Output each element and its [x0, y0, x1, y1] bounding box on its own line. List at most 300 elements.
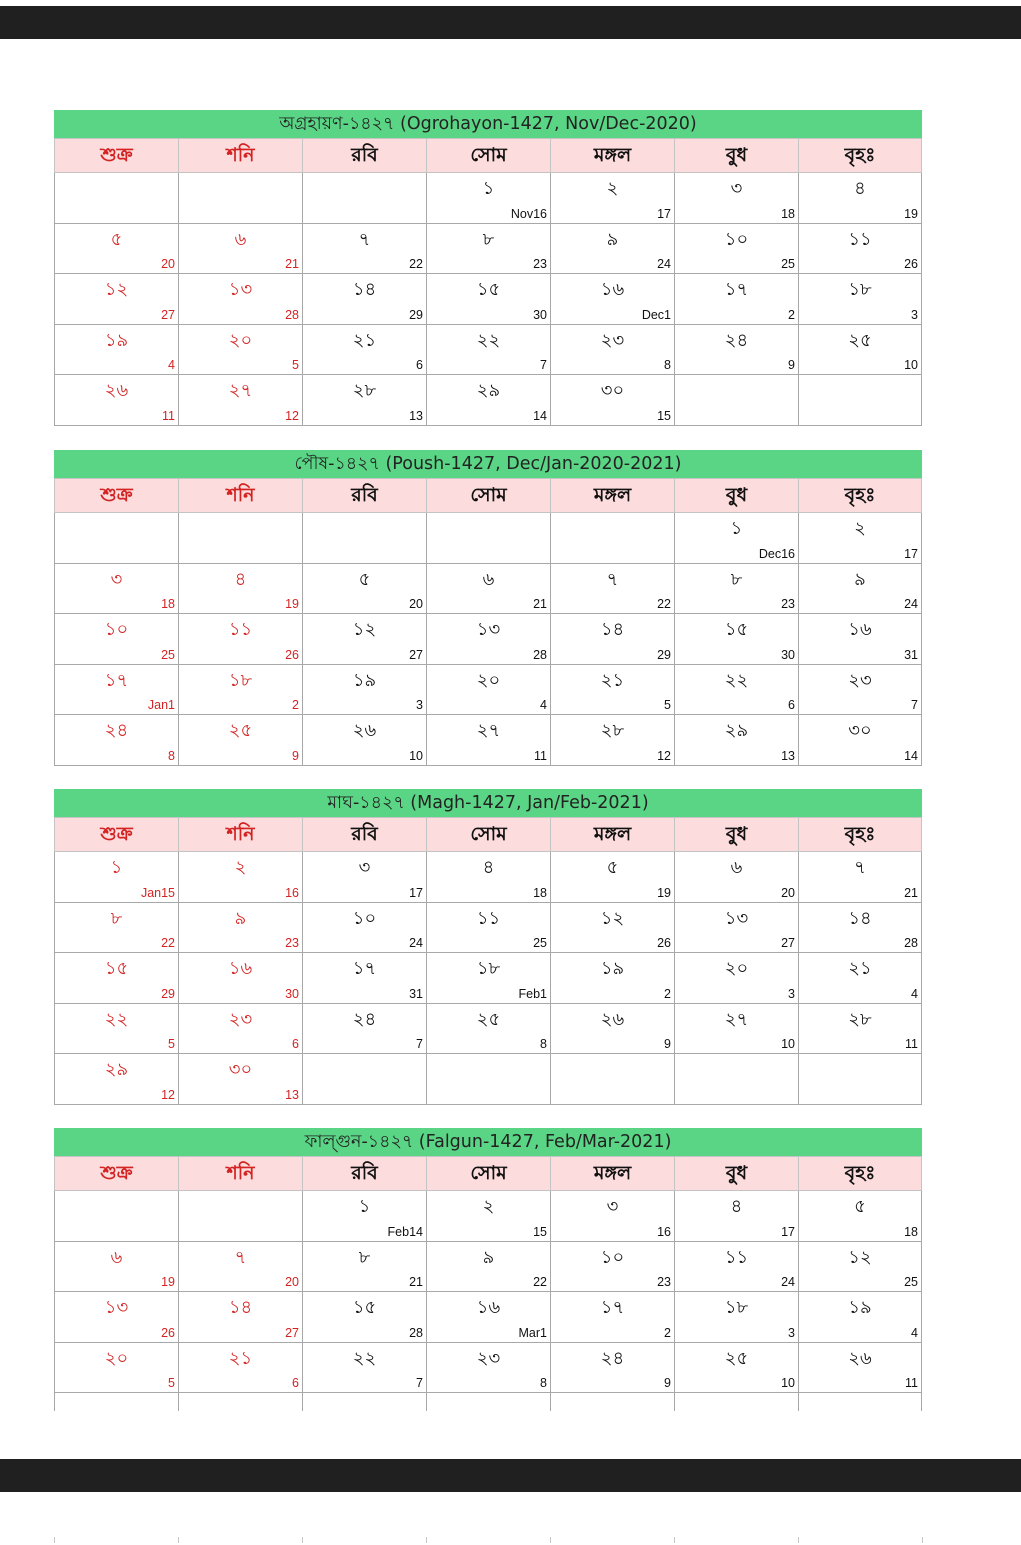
english-date: 14: [904, 748, 918, 763]
bangla-date: ১৯: [352, 669, 377, 691]
weekday-header: শুক্র: [54, 817, 178, 852]
english-date: Dec16: [758, 546, 795, 561]
bangla-date: ১৫: [476, 279, 501, 300]
bangla-date: ২: [234, 857, 247, 878]
bangla-date: ৯: [482, 1246, 495, 1268]
week-row: [54, 953, 922, 1004]
day-cell: [426, 375, 550, 426]
english-date: 29: [161, 986, 175, 1001]
bangla-date: ২০: [104, 1347, 129, 1369]
bangla-date: ২৩: [848, 669, 872, 691]
bangla-date: ১১: [848, 228, 872, 250]
english-date: 31: [904, 647, 918, 662]
english-date: 11: [162, 408, 175, 423]
english-date: 7: [540, 358, 547, 372]
day-cell: [426, 953, 550, 1004]
english-date: 15: [657, 408, 671, 423]
bangla-date: ৩০: [600, 380, 625, 401]
bangla-date: ১৮: [848, 279, 872, 300]
weekday-header: শুক্র: [54, 478, 178, 513]
day-cell: [54, 1004, 178, 1055]
english-date: 5: [168, 1037, 175, 1051]
empty-day-cell: [302, 173, 426, 224]
bangla-date: ২৮: [352, 380, 377, 401]
empty-day-cell: [674, 1054, 798, 1105]
english-date: 30: [781, 647, 795, 662]
english-date: 11: [905, 1376, 918, 1390]
day-cell: [54, 614, 178, 665]
english-date: 29: [657, 647, 671, 662]
weekday-header: রবি: [302, 478, 426, 513]
day-cell: [426, 665, 550, 716]
day-cell: [54, 1343, 178, 1394]
english-date: 31: [409, 986, 423, 1001]
empty-day-cell: [302, 1393, 426, 1411]
bangla-date: ২২: [476, 329, 501, 351]
day-cell: [54, 1292, 178, 1343]
english-date: 12: [161, 1087, 175, 1102]
weekday-header: সোম: [426, 138, 550, 173]
english-date: 3: [416, 698, 423, 712]
english-date: 8: [664, 358, 671, 372]
english-date: 3: [788, 986, 795, 1001]
bangla-date: ১৪: [600, 619, 625, 640]
bangla-date: ১৩: [724, 907, 749, 929]
english-date: 4: [168, 358, 175, 372]
day-cell: [674, 852, 798, 903]
month-title: মাঘ-১৪২৭ (Magh-1427, Jan/Feb-2021): [54, 789, 922, 817]
day-cell: [426, 1191, 550, 1242]
english-date: 20: [285, 1275, 299, 1289]
english-date: 2: [664, 1325, 671, 1340]
bangla-date: ৩০: [848, 720, 872, 741]
day-cell: [178, 564, 302, 615]
grid-tick: [426, 1537, 427, 1543]
bangla-date: ২১: [600, 669, 625, 691]
grid-tick: [922, 1537, 923, 1543]
english-date: 25: [161, 647, 175, 662]
bangla-date: ২৮: [848, 1008, 872, 1030]
empty-day-cell: [674, 375, 798, 426]
english-date: 2: [788, 307, 795, 322]
week-row: [54, 1343, 922, 1394]
bangla-date: ১০: [600, 1246, 625, 1268]
english-date: 8: [168, 748, 175, 763]
english-date: 14: [533, 408, 547, 423]
day-cell: [550, 852, 674, 903]
english-date: 3: [788, 1325, 795, 1340]
english-date: 20: [161, 257, 175, 271]
day-cell: [178, 614, 302, 665]
bangla-date: ২৪: [600, 1347, 625, 1369]
bangla-date: ২: [482, 1196, 495, 1217]
weekday-header: মঙ্গল: [550, 478, 674, 513]
english-date: 21: [285, 257, 299, 271]
weekday-header: বৃহঃ: [798, 478, 922, 513]
day-cell: [550, 1292, 674, 1343]
empty-day-cell: [178, 1393, 302, 1411]
day-cell: [798, 173, 922, 224]
week-row: [54, 715, 922, 766]
english-date: 22: [657, 597, 671, 611]
bangla-date: ১৪: [352, 279, 377, 300]
english-date: 4: [540, 698, 547, 712]
day-cell: [550, 614, 674, 665]
bangla-date: ১৭: [724, 279, 749, 300]
month-calendar: [54, 110, 922, 426]
bangla-date: ১৯: [848, 1297, 872, 1318]
english-date: 19: [285, 597, 299, 611]
weekday-header: বৃহঃ: [798, 138, 922, 173]
english-date: 23: [781, 597, 795, 611]
week-row: [54, 274, 922, 325]
day-cell: [426, 325, 550, 376]
day-cell: [550, 953, 674, 1004]
english-date: 2: [664, 986, 671, 1001]
bangla-date: ১৫: [352, 1297, 377, 1318]
bangla-date: ৬: [110, 1246, 123, 1268]
bangla-date: ৩: [606, 1196, 619, 1217]
bangla-date: ১৬: [600, 279, 625, 300]
day-cell: [178, 224, 302, 275]
weekday-header: শনি: [178, 138, 302, 173]
empty-day-cell: [178, 513, 302, 564]
english-date: 30: [533, 307, 547, 322]
day-cell: [178, 715, 302, 766]
english-date: 10: [409, 748, 423, 763]
english-date: 27: [409, 647, 423, 662]
day-cell: [54, 953, 178, 1004]
weeks-grid: [54, 173, 922, 426]
day-cell: [426, 564, 550, 615]
bangla-date: ৯: [854, 568, 866, 590]
weekday-header: মঙ্গল: [550, 138, 674, 173]
bangla-date: ১২: [352, 619, 377, 640]
bangla-date: ১০: [352, 907, 377, 929]
day-cell: [798, 665, 922, 716]
english-date: 21: [409, 1275, 423, 1289]
bangla-date: ২৭: [228, 380, 253, 401]
weekday-header: শুক্র: [54, 138, 178, 173]
english-date: 17: [781, 1224, 795, 1239]
day-cell: [302, 903, 426, 954]
month-calendar: [54, 1128, 922, 1411]
day-cell: [426, 1343, 550, 1394]
day-cell: [674, 173, 798, 224]
day-cell: [426, 274, 550, 325]
english-date: 25: [904, 1275, 918, 1289]
weekday-header: বুধ: [674, 817, 798, 852]
day-cell: [550, 274, 674, 325]
bangla-date: ৭: [606, 568, 619, 590]
bangla-date: ৬: [482, 568, 495, 590]
day-cell: [302, 614, 426, 665]
day-cell: [550, 325, 674, 376]
bangla-date: ১: [358, 1196, 371, 1217]
cut-off-week-row: [54, 1393, 922, 1411]
bangla-date: ৩০: [228, 1059, 253, 1080]
day-cell: [550, 1004, 674, 1055]
day-cell: [798, 564, 922, 615]
bangla-date: ২৩: [476, 1347, 501, 1369]
bangla-date: ১: [730, 518, 743, 539]
weekday-header: বুধ: [674, 138, 798, 173]
bangla-date: ৬: [730, 857, 743, 878]
day-cell: [674, 274, 798, 325]
day-cell: [178, 274, 302, 325]
english-date: 17: [657, 206, 671, 221]
bangla-date: ১৮: [724, 1297, 749, 1318]
day-cell: [302, 274, 426, 325]
day-cell: [550, 375, 674, 426]
weekday-header: শনি: [178, 817, 302, 852]
day-cell: [54, 1054, 178, 1105]
english-date: 24: [657, 257, 671, 271]
english-date: 25: [533, 936, 547, 950]
day-cell: [54, 375, 178, 426]
bangla-date: ৭: [234, 1246, 247, 1268]
day-cell: [674, 1191, 798, 1242]
empty-day-cell: [302, 1054, 426, 1105]
english-date: 5: [168, 1376, 175, 1390]
bangla-date: ২১: [228, 1347, 253, 1369]
day-cell: [798, 1343, 922, 1394]
bangla-date: ২৬: [352, 720, 377, 741]
day-cell: [674, 564, 798, 615]
bangla-date: ২৩: [600, 329, 625, 351]
day-cell: [54, 325, 178, 376]
english-date: 10: [781, 1376, 795, 1390]
english-date: 7: [416, 1037, 423, 1051]
week-row: [54, 224, 922, 275]
bangla-date: ২৬: [848, 1347, 872, 1369]
english-date: 22: [161, 936, 175, 950]
empty-day-cell: [798, 375, 922, 426]
bangla-date: ১: [110, 857, 123, 878]
day-cell: [550, 665, 674, 716]
day-cell: [674, 715, 798, 766]
bangla-date: ৩: [110, 568, 123, 590]
weekday-header: বুধ: [674, 478, 798, 513]
bangla-date: ২২: [724, 669, 749, 691]
english-date: Mar1: [518, 1325, 547, 1340]
weekday-header: শনি: [178, 478, 302, 513]
english-date: 13: [781, 748, 795, 763]
day-cell: [798, 953, 922, 1004]
bangla-date: ৮: [482, 228, 495, 250]
empty-day-cell: [54, 1393, 178, 1411]
weekday-header-row: [54, 1156, 922, 1191]
empty-day-cell: [426, 1393, 550, 1411]
bangla-date: ২৬: [104, 380, 129, 401]
week-row: [54, 665, 922, 716]
english-date: 4: [911, 1325, 918, 1340]
english-date: Dec1: [641, 307, 671, 322]
bangla-date: ২৮: [600, 720, 625, 741]
day-cell: [426, 903, 550, 954]
bangla-date: ১৭: [104, 669, 129, 691]
weekday-header: রবি: [302, 138, 426, 173]
day-cell: [178, 903, 302, 954]
day-cell: [674, 325, 798, 376]
day-cell: [426, 224, 550, 275]
bangla-date: ২৫: [848, 329, 872, 351]
bangla-date: ১৮: [476, 958, 501, 979]
weekday-header: শনি: [178, 1156, 302, 1191]
day-cell: [178, 1343, 302, 1394]
month-calendar: [54, 450, 922, 766]
day-cell: [674, 1343, 798, 1394]
day-cell: [302, 564, 426, 615]
day-cell: [798, 1242, 922, 1293]
day-cell: [426, 852, 550, 903]
english-date: 8: [540, 1376, 547, 1390]
day-cell: [550, 224, 674, 275]
bangla-date: ২৪: [352, 1008, 377, 1030]
day-cell: [302, 1004, 426, 1055]
english-date: 13: [285, 1087, 299, 1102]
bangla-date: ২০: [228, 329, 253, 351]
english-date: 27: [285, 1325, 299, 1340]
day-cell: [674, 1292, 798, 1343]
english-date: 19: [657, 885, 671, 900]
english-date: 28: [904, 936, 918, 950]
day-cell: [178, 1004, 302, 1055]
english-date: 26: [285, 647, 299, 662]
english-date: Jan15: [140, 885, 175, 900]
day-cell: [302, 325, 426, 376]
day-cell: [550, 564, 674, 615]
week-row: [54, 1292, 922, 1343]
english-date: 23: [657, 1275, 671, 1289]
english-date: 11: [534, 748, 547, 763]
english-date: 9: [788, 358, 795, 372]
bangla-date: ২৭: [724, 1008, 749, 1030]
english-date: 2: [292, 698, 299, 712]
day-cell: [178, 1054, 302, 1105]
grid-tick: [550, 1537, 551, 1543]
english-date: 6: [292, 1037, 299, 1051]
bangla-date: ৮: [358, 1246, 371, 1268]
day-cell: [550, 715, 674, 766]
english-date: 21: [904, 885, 918, 900]
weekday-header: শুক্র: [54, 1156, 178, 1191]
bangla-date: ২: [854, 518, 866, 539]
day-cell: [54, 1242, 178, 1293]
weekday-header: বৃহঃ: [798, 1156, 922, 1191]
bangla-date: ১০: [104, 619, 129, 640]
bangla-date: ১৯: [104, 329, 129, 351]
bangla-date: ৬: [234, 228, 247, 250]
bangla-date: ১৭: [600, 1297, 625, 1318]
bangla-date: ৮: [730, 568, 743, 590]
week-row: [54, 903, 922, 954]
day-cell: [798, 903, 922, 954]
week-row: [54, 173, 922, 224]
empty-day-cell: [550, 1393, 674, 1411]
day-cell: [674, 665, 798, 716]
english-date: 29: [409, 307, 423, 322]
day-cell: [674, 513, 798, 564]
bangla-date: ১১: [476, 907, 501, 929]
english-date: 20: [409, 597, 423, 611]
english-date: 18: [533, 885, 547, 900]
english-date: 4: [911, 986, 918, 1001]
english-date: 12: [285, 408, 299, 423]
english-date: 3: [911, 307, 918, 322]
day-cell: [302, 852, 426, 903]
top-viewer-bar: [0, 6, 1021, 39]
day-cell: [302, 665, 426, 716]
day-cell: [302, 715, 426, 766]
english-date: 5: [664, 698, 671, 712]
bangla-date: ২২: [104, 1008, 129, 1030]
weekday-header: রবি: [302, 1156, 426, 1191]
empty-day-cell: [302, 513, 426, 564]
month-calendar: [54, 789, 922, 1105]
day-cell: [178, 953, 302, 1004]
day-cell: [54, 224, 178, 275]
english-date: 22: [409, 257, 423, 271]
bangla-date: ৩: [730, 178, 743, 199]
bangla-date: ৪: [854, 178, 866, 199]
english-date: 18: [161, 597, 175, 611]
english-date: 23: [285, 936, 299, 950]
weekday-header: মঙ্গল: [550, 817, 674, 852]
day-cell: [54, 665, 178, 716]
month-title: ফাল্গুন-১৪২৭ (Falgun-1427, Feb/Mar-2021): [54, 1128, 922, 1156]
bangla-date: ১: [482, 178, 495, 199]
week-row: [54, 1054, 922, 1105]
english-date: 17: [409, 885, 423, 900]
bangla-date: ২০: [476, 669, 501, 691]
bangla-date: ১৮: [228, 669, 253, 691]
empty-day-cell: [178, 1191, 302, 1242]
grid-tick: [674, 1537, 675, 1543]
bangla-date: ২১: [352, 329, 377, 351]
day-cell: [54, 564, 178, 615]
day-cell: [54, 715, 178, 766]
english-date: 26: [904, 257, 918, 271]
day-cell: [302, 953, 426, 1004]
day-cell: [302, 224, 426, 275]
bangla-date: ১১: [228, 619, 253, 640]
bangla-date: ৭: [358, 228, 371, 250]
english-date: 28: [285, 307, 299, 322]
day-cell: [178, 375, 302, 426]
bangla-date: ২১: [848, 958, 872, 979]
english-date: 10: [781, 1037, 795, 1051]
bangla-date: ১৯: [600, 958, 625, 979]
english-date: 10: [904, 358, 918, 372]
english-date: 11: [905, 1037, 918, 1051]
week-row: [54, 1242, 922, 1293]
day-cell: [550, 1191, 674, 1242]
bangla-date: ২৪: [724, 329, 749, 351]
english-date: 22: [533, 1275, 547, 1289]
day-cell: [550, 903, 674, 954]
english-date: Feb14: [387, 1224, 423, 1239]
english-date: 13: [409, 408, 423, 423]
day-cell: [798, 224, 922, 275]
bangla-date: ১৩: [104, 1297, 129, 1318]
week-row: [54, 852, 922, 903]
day-cell: [302, 1191, 426, 1242]
day-cell: [674, 903, 798, 954]
bangla-date: ৮: [110, 907, 123, 929]
day-cell: [798, 715, 922, 766]
day-cell: [798, 1191, 922, 1242]
